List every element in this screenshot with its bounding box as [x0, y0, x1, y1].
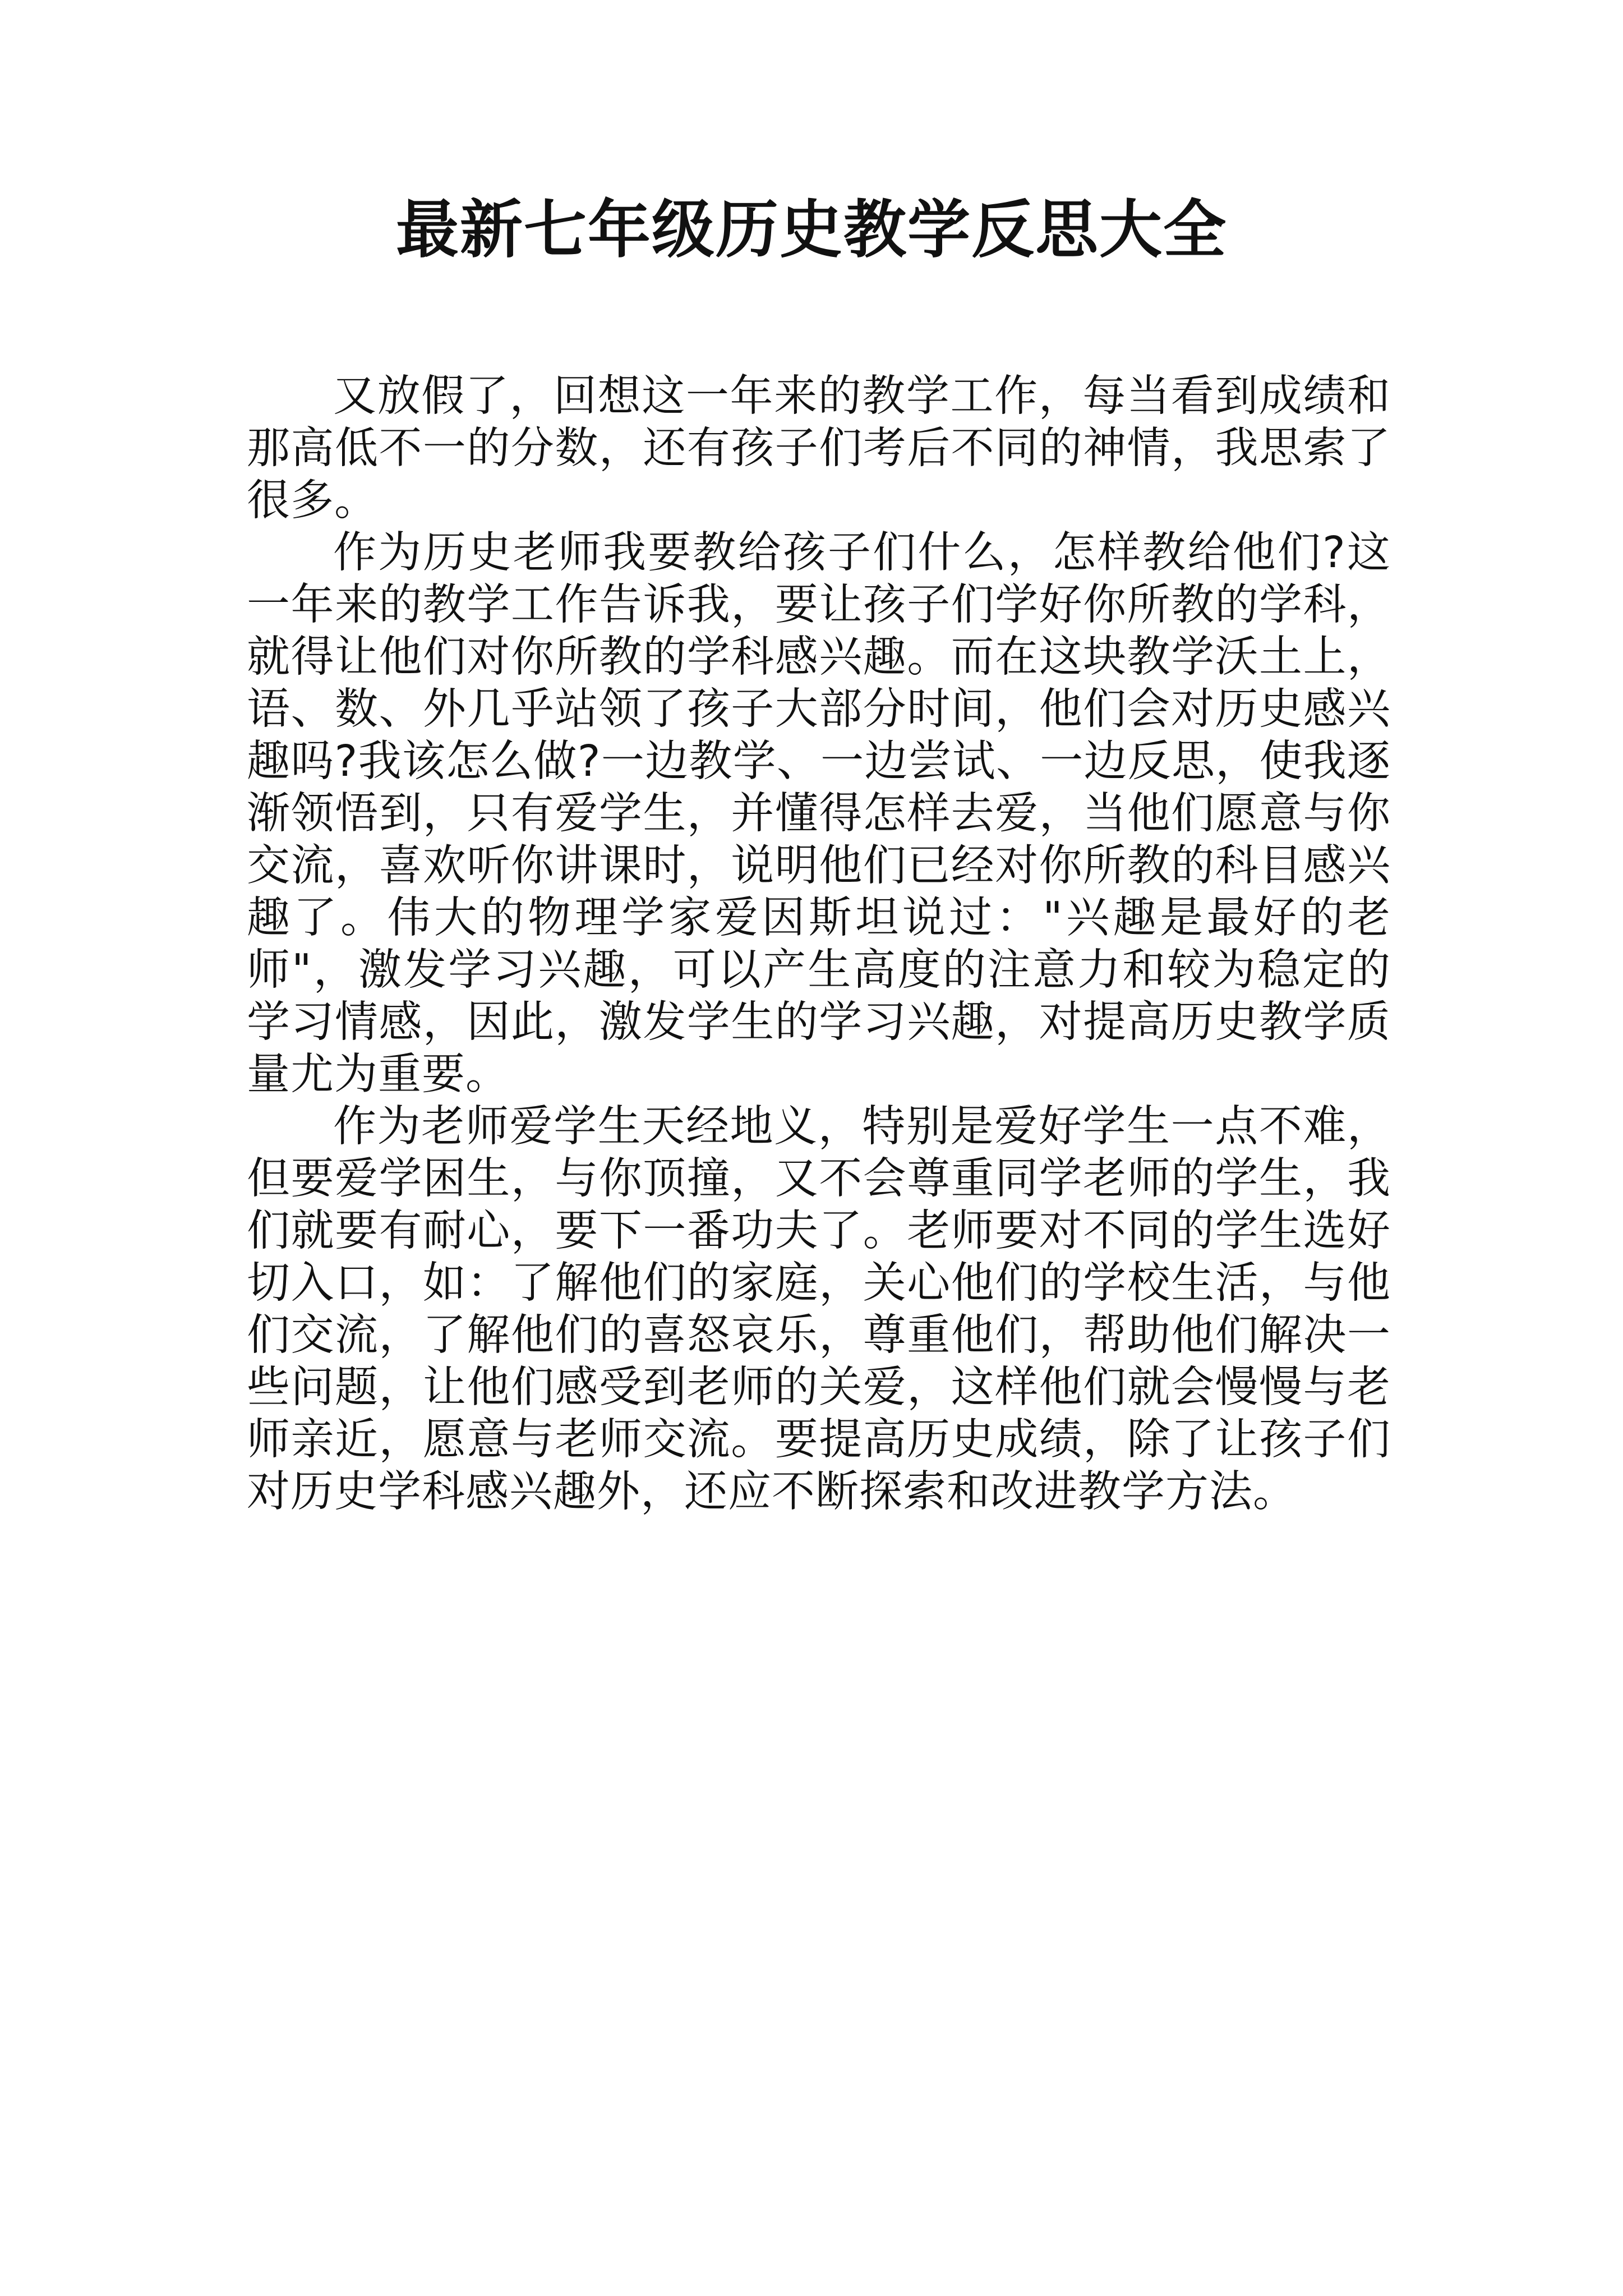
document-body: [247, 370, 1391, 1518]
document-title: 最新七年级历史教学反思大全: [396, 193, 1227, 266]
paragraph-3: 作为老师爱学生天经地义，特别是爱好学生一点不难，但要爱学困生，与你顶撞，又不会尊重同学老师的学生，我们就要有耐心，要下一番功夫了。老师要对不同的学生选好切入口，如：了解他们的家庭，关心他们的学校生活，与他们交流，了解他们的喜怒哀乐，尊重他们，帮助他们解决一些问题，让他们感受到老师的关爱，这样他们就会慢慢与老师亲近，愿意与老师交流。要提高历史成绩，除了让孩子们对历史学科感兴趣外，还应不断探索和改进教学方法。: [247, 1102, 1391, 1517]
paragraph-2: 作为历史老师我要教给孩子们什么，怎样教给他们?这一年来的教学工作告诉我，要让孩子们学好你所教的学科，就得让他们对你所教的学科感兴趣。而在这块教学沃土上，语、数、外几乎站领了孩子大部分时间，他们会对历史感兴趣吗?我该怎么做?一边教学、一边尝试、一边反思，使我逐渐领悟到，只有爱学生，并懂得怎样去爱，当他们愿意与你交流，喜欢听你讲课时，说明他们已经对你所教的科目感兴趣了。伟大的物理学家爱因斯坦说过："兴趣是最好的老师"，激发学习兴趣，可以产生高度的注意力和较为稳定的学习情感，因此，激发学生的学习兴趣，对提高历史教学质量尤为重要。: [247, 528, 1391, 1099]
paragraph-1: 又放假了，回想这一年来的教学工作，每当看到成绩和那高低不一的分数，还有孩子们考后不同的神情，我思索了很多。: [247, 371, 1391, 526]
